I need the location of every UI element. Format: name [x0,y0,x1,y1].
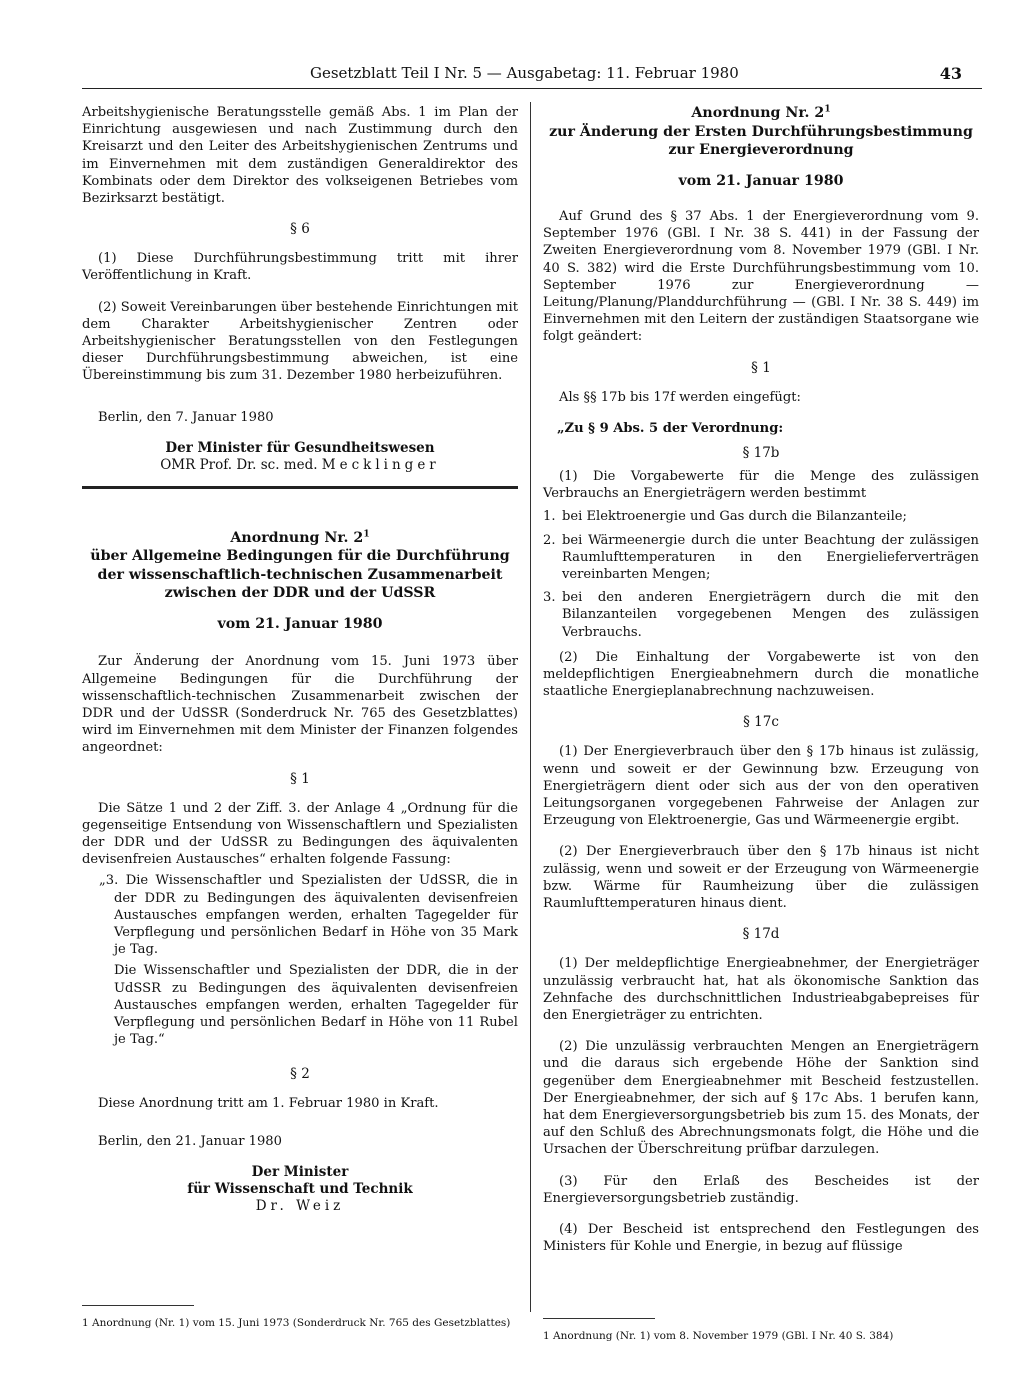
left-footnote: 1 Anordnung (Nr. 1) vom 15. Juni 1973 (Sonderdruck Nr. 765 des Gesetzblattes) [82,1316,511,1329]
list-item-text: bei Wärmeenergie durch die unter Beachtung der zulässigen Raumlufttemperaturen in den Energielieferverträgen vereinbarten Mengen; [562,532,979,583]
list-item [543,589,979,641]
list-item-number: 2. [543,532,556,548]
place-date-2: Berlin, den 21. Januar 1980 [98,1133,282,1149]
signatory-1-title: Der Minister für Gesundheitswesen [165,439,435,456]
quoted-amendment [99,872,518,1048]
right-section-1-text: Als §§ 17b bis 17f werden eingefügt: [559,389,801,405]
footnote-marker: 1 [363,529,370,540]
list-item-text: bei den anderen Energieträgern durch die mit den Bilanzanteilen vorgegebenen Mengen des zulässigen Verbrauchs. [562,590,979,640]
section-17c-heading: § 17c [743,714,779,731]
footnote-rule [82,1305,194,1306]
ordinance-subtitle-2: zur Energieverordnung [668,142,854,158]
ordinance-subtitle-1: zur Änderung der Ersten Durchführungsbestimmung [549,123,973,140]
left-section-1-heading: § 1 [290,770,310,787]
list-item-number: 1. [543,509,556,525]
footnote-marker: 1 [824,104,831,115]
quoted-paragraph-1: „3. Die Wissenschaftler und Spezialisten der UdSSR, die in der DDR zu Bedingungen des äquivalenten devisenfreien Austausches empfangen werden, erhalten Tagegelder für Verpflegung und persönlichen Bedarf in Höhe von 35 Mark je Tag. [99,873,518,958]
ordinance-intro-left: Zur Änderung der Anordnung vom 15. Juni 1973 über Allgemeine Bedingungen für die Durchführung der wissenschaftlich-technischen Zusammenarbeit zwischen der DDR und der UdSSR (Sonderdruck Nr. 765 des Gesetzblattes) wird im Einvernehmen mit dem Minister der Finanzen folgendes angeordnet: [82,654,518,756]
ordinance-subtitle-1: über Allgemeine Bedingungen für die Durchführung [90,548,510,565]
section-6-paragraph-1: (1) Diese Durchführungsbestimmung tritt mit ihrer Veröffentlichung in Kraft. [82,251,518,284]
ordinance-title-left [82,529,518,548]
header-title: Gesetzblatt Teil I Nr. 5 — Ausgabetag: 11. Februar 1980 [310,64,739,82]
section-17d-heading: § 17d [742,926,780,943]
right-footnote: 1 Anordnung (Nr. 1) vom 8. November 1979 (GBl. I Nr. 40 S. 384) [543,1329,894,1342]
signatory-2-title-1: Der Minister [251,1163,349,1180]
section-17c-paragraph-1: (1) Der Energieverbrauch über den § 17b hinaus ist zulässig, wenn und soweit er der Gewinnung bzw. Erzeugung von Energieträgern dient oder sich aus der von den operativen Leitungsorganen vorgegebenen Fahrweise der Anlagen zur Erzeugung von Elektroenergie, Gas und Wärmeenergie ergibt. [543,744,979,829]
list-item [543,532,979,584]
ordinance-subtitle-2: der wissenschaftlich-technischen Zusammenarbeit [97,566,503,583]
right-footnote-area [543,1318,979,1352]
section-17b-paragraph-1: (1) Die Vorgabewerte für die Menge des zulässigen Verbrauchs an Energieträgern werden bestimmt [543,469,979,502]
signatory-2-title-2: für Wissenschaft und Technik [187,1180,413,1197]
signatory-1-name: Mecklinger [321,456,440,473]
signatory-1 [82,457,518,474]
ordinance-intro-right: Auf Grund des § 37 Abs. 1 der Energieverordnung vom 9. September 1976 (GBl. I Nr. 38 S. 441) in der Fassung der Zweiten Energieverordnung vom 8. November 1979 (GBl. I Nr. 40 S. 382) wird die Erste Durchführungsbestimmung vom 10. September 1976 zur Energieverordnung — Leitung/Planung/Planddurchführung — (GBl. I Nr. 38 S. 449) im Einvernehmen mit den Leitern der zuständigen Staatsorgane wie folgt geändert: [543,209,979,345]
section-17c-paragraph-2: (2) Der Energieverbrauch über den § 17b hinaus ist nicht zulässig, wenn und soweit er der Erzeugung von Wärmeenergie bzw. Wärme für Raumheizung über die zulässigen Raumlufttemperaturen hinaus dient. [543,844,979,912]
ordinance-title-right [543,104,979,123]
section-17b-paragraph-2: (2) Die Einhaltung der Vorgabewerte ist von den meldepflichtigen Energieabnehmern durch die monatliche staatliche Energieplanabrechnung nachzuweisen. [543,649,979,700]
section-17d-paragraph-4: (4) Der Bescheid ist entsprechend den Festlegungen des Ministers für Kohle und Energie, in bezug auf flüssige [543,1221,979,1255]
quoted-paragraph-2: Die Wissenschaftler und Spezialisten der DDR, die in der UdSSR zu Bedingungen des äquivalenten devisenfreien Austausches empfangen werden, erhalten Tagegelder für Verpflegung und persönlichen Bedarf in Höhe von 11 Rubel je Tag.“ [114,963,518,1048]
left-section-2-text: Diese Anordnung tritt am 1. Februar 1980 in Kraft. [98,1096,439,1112]
section-17b-list [543,508,979,640]
ordinance-date-right: vom 21. Januar 1980 [678,172,844,189]
signatory-1-prefix: OMR Prof. Dr. sc. med. [160,456,318,473]
section-6-heading: § 6 [290,221,310,238]
left-footnote-area [82,1305,518,1339]
section-17d-paragraph-1: (1) Der meldepflichtige Energieabnehmer, der Energieträger unzulässig verbraucht hat, hat als ökonomische Sanktion das Zehnfache des durchschnittlichen Industrieabgabepreises für den Energieträger zu entrichten. [543,956,979,1023]
list-item-number: 3. [543,590,556,606]
left-column [82,104,518,1215]
left-section-1-text: Die Sätze 1 und 2 der Ziff. 3. der Anlage 4 „Ordnung für die gegenseitige Entsendung von Wissenschaftlern und Spezialisten der DDR und der UdSSR zu Bedingungen des äquivalenten devisenfreien Austausches“ erhalten folgende Fassung: [82,800,518,868]
section-17d-paragraph-3: (3) Für den Erlaß des Bescheides ist der Energieversorgungsbetrieb zuständig. [543,1173,979,1206]
right-section-1-heading: § 1 [751,359,771,376]
column-divider [530,102,531,1312]
section-6-paragraph-2: (2) Soweit Vereinbarungen über bestehende Einrichtungen mit dem Charakter Arbeitshygienischer Zentren oder Arbeitshygienischer Beratungsstellen von den Festlegungen dieser Durchführungsbestimmung abweichen, ist eine Übereinstimmung bis zum 31. Dezember 1980 herbeizuführen. [82,299,518,384]
ordinance-subtitle-3: zwischen der DDR und der UdSSR [164,585,436,602]
ordinance-title-text: Anordnung Nr. 2 [230,529,364,546]
page-number: 43 [939,64,962,83]
footnote-rule [543,1318,655,1319]
place-date-1: Berlin, den 7. Januar 1980 [98,409,274,425]
ordinance-title-text: Anordnung Nr. 2 [691,105,825,121]
signatory-2-name: Dr. Weiz [255,1197,345,1214]
section-17d-paragraph-2: (2) Die unzulässig verbrauchten Mengen an Energieträgern und die daraus sich ergebende Höhe der Sanktion sind gegenüber dem Energieabnehmer mit Bescheid festzustellen. Der Energieabnehmer, der sich auf § 17c Abs. 1 berufen kann, hat dem Energieversorgungsbetrieb bis zum 15. des Monats, der auf den Schluß des Abrechnungsmonats folgt, die Höhe und die Ursachen der Überschreitung prüfbar darzulegen. [543,1039,979,1158]
list-item-text: bei Elektroenergie und Gas durch die Bilanzanteile; [562,509,907,525]
page-header [82,64,982,89]
zu-heading: „Zu § 9 Abs. 5 der Verordnung: [557,420,784,436]
list-item [543,508,979,525]
right-column [543,104,979,1269]
section-17b-heading: § 17b [742,445,780,462]
carry-paragraph: Arbeitshygienische Beratungsstelle gemäß Abs. 1 im Plan der Einrichtung ausgewiesen und nach Zustimmung durch den Kreisarzt und den Leiter des Arbeitshygienischen Zentrums und im Einvernehmen mit dem zuständigen Generaldirektor des Kombinats oder dem Direktor des volkseigenen Betriebes vom Bezirksarzt bestätigt. [82,105,518,207]
section-separator [82,486,518,489]
ordinance-date-left: vom 21. Januar 1980 [217,615,383,632]
left-section-2-heading: § 2 [290,1066,310,1083]
